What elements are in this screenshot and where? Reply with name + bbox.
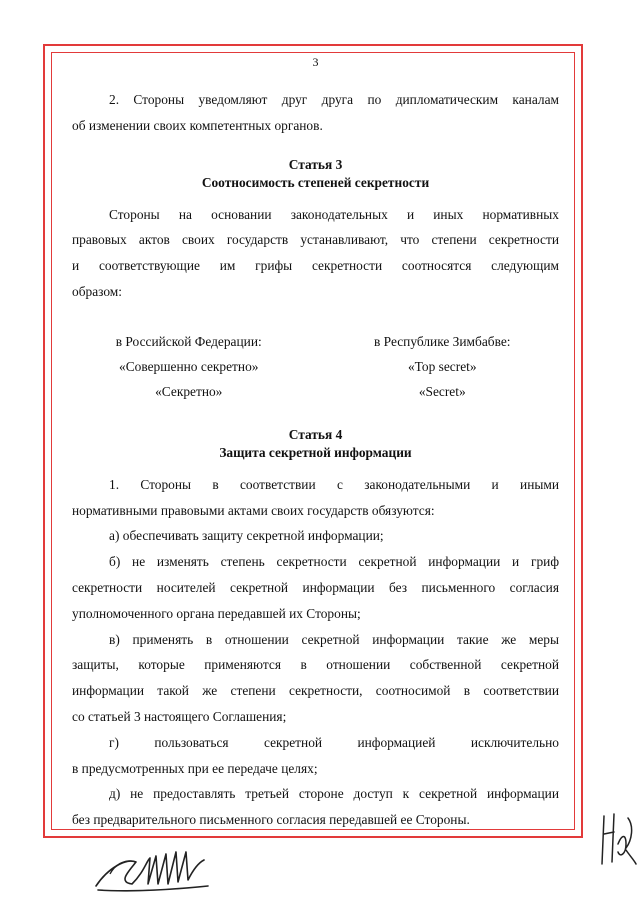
paragraph-line: Стороны на основании законодательных и иных нормативных [109, 206, 559, 222]
column-header: в Республике Зимбабве: [374, 333, 511, 349]
classification-item: «Совершенно секретно» [119, 358, 259, 374]
paragraph-line: в) применять в отношении секретной информации такие же меры [109, 631, 559, 647]
paragraph-line: об изменении своих компетентных органов. [72, 117, 323, 133]
paragraph-line: защиты, которые применяются в отношении собственной секретной [72, 657, 559, 673]
article-title: Статья 4 [288, 426, 343, 442]
article-3-heading [72, 156, 559, 192]
paragraph-line: со статьей 3 настоящего Соглашения; [72, 708, 287, 724]
classification-item: «Секретно» [155, 383, 223, 399]
signature-left [88, 828, 218, 898]
paragraph-line: правовых актов своих государств устанавливают, что степени секретности [72, 232, 559, 248]
column-header: в Российской Федерации: [115, 333, 262, 349]
paragraph-line: нормативными правовыми актами своих государств обязуются: [72, 502, 435, 518]
paragraph-line: секретности носителей секретной информации без письменного согласия [72, 579, 559, 595]
article-subtitle: Защита секретной информации [219, 444, 412, 460]
classification-table [72, 329, 559, 404]
zimbabwe-column [326, 329, 560, 404]
paragraph-line: д) не предоставлять третьей стороне доступ к секретной информации [109, 786, 559, 802]
paragraph-line: 2. Стороны уведомляют друг друга по дипломатическим каналам [109, 92, 559, 107]
article-title: Статья 3 [288, 156, 343, 172]
paragraph-line: без предварительного письменного согласия передавшей ее Стороны. [72, 812, 470, 828]
paragraph-line: а) обеспечивать защиту секретной информации; [109, 528, 384, 544]
page-number: 3 [312, 55, 319, 69]
paragraph-line: 1. Стороны в соответствии с законодательными и иными [109, 476, 559, 492]
article-4-heading [72, 426, 559, 462]
paragraph-line: и соответствующие им грифы секретности соотносятся следующим [72, 258, 559, 274]
article-subtitle: Соотносимость степеней секретности [201, 174, 430, 190]
paragraph-line: в предусмотренных при ее передаче целях; [72, 760, 318, 776]
russia-column [72, 329, 326, 404]
signature-right [596, 804, 638, 874]
classification-item: «Secret» [418, 383, 466, 399]
classification-item: «Top secret» [407, 358, 477, 374]
paragraph-line: уполномоченного органа передавшей их Стороны; [72, 605, 361, 621]
paragraph-line: г) пользоваться секретной информацией исключительно [109, 734, 559, 750]
paragraph-line: б) не изменять степень секретности секретной информации и гриф [109, 554, 559, 570]
document-page [72, 54, 559, 833]
paragraph-line: образом: [72, 283, 122, 299]
paragraph-line: информации такой же степени секретности, соотносимой в соответствии [72, 683, 559, 699]
